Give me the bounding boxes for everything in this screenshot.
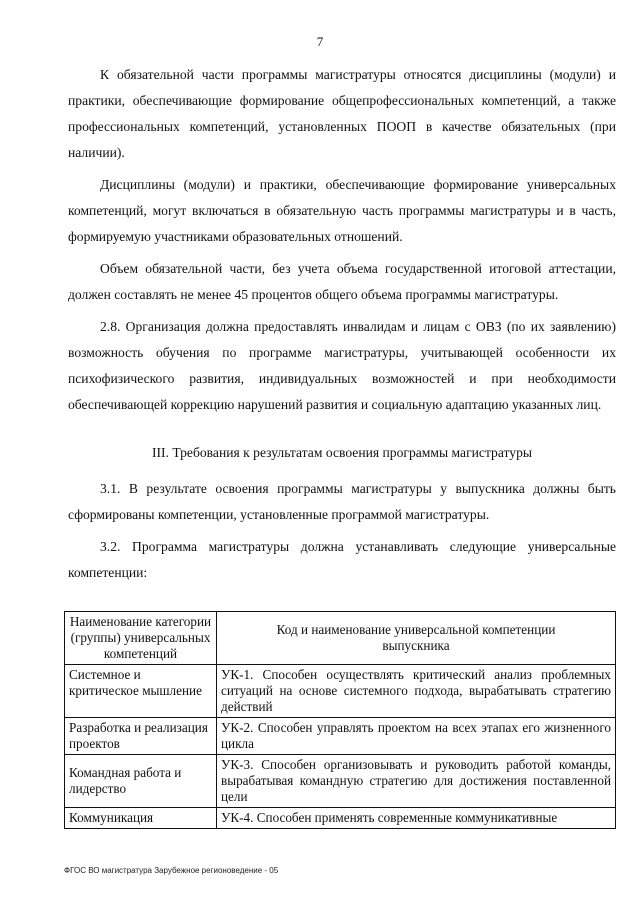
paragraph: 3.2. Программа магистратуры должна устанавливать следующие универсальные компетенции: [68,539,616,580]
paragraph: 3.1. В результате освоения программы магистратуры у выпускника должны быть сформированы компетенции, установленные программой магистратуры. [68,481,616,522]
table-row [65,808,616,829]
category-cell: Командная работа и лидерство [65,755,217,808]
competence-cell: УК-4. Способен применять современные коммуникативные [217,808,616,829]
competence-cell: УК-3. Способен организовывать и руководить работой команды, вырабатывая командную стратегию для достижения поставленной цели [217,755,616,808]
category-cell: Системное и критическое мышление [65,665,217,718]
table-header-row [65,612,616,665]
competence-table [64,611,616,829]
document-body [68,62,616,592]
section-title: III. Требования к результатам освоения программы магистратуры [151,445,533,460]
paragraph: К обязательной части программы магистратуры относятся дисциплины (модули) и практики, обеспечивающие формирование общепрофессиональных компетенций, а также профессиональных компетенций, установленных ПООП в качестве обязательных (при наличии). [68,67,616,160]
table-header-category: Наименование категории (группы) универсальных компетенций [65,612,217,665]
table-header-competence: Код и наименование универсальной компетенции выпускника [217,612,616,665]
table-row [65,665,616,718]
paragraph: Дисциплины (модули) и практики, обеспечивающие формирование универсальных компетенций, могут включаться в обязательную часть программы магистратуры и в часть, формируемую участниками образовательных отношений. [68,177,616,244]
paragraph: Объем обязательной части, без учета объема государственной итоговой аттестации, должен составлять не менее 45 процентов общего объема программы магистратуры. [68,261,616,302]
category-cell: Коммуникация [65,808,217,829]
page-number: 7 [316,34,324,49]
competence-cell: УК-2. Способен управлять проектом на всех этапах его жизненного цикла [217,718,616,755]
category-cell: Разработка и реализация проектов [65,718,217,755]
table-row [65,718,616,755]
paragraph: 2.8. Организация должна предоставлять инвалидам и лицам с ОВЗ (по их заявлению) возможность обучения по программе магистратуры, учитывающей особенности их психофизического развития, индивидуальных возможностей и при необходимости обеспечивающей коррекцию нарушений развития и социальную адаптацию указанных лиц. [68,319,616,412]
competence-cell: УК-1. Способен осуществлять критический анализ проблемных ситуаций на основе системного подхода, вырабатывать стратегию действий [217,665,616,718]
table-row [65,755,616,808]
footer: ФГОС ВО магистратура Зарубежное регионоведение - 05 [64,866,279,875]
